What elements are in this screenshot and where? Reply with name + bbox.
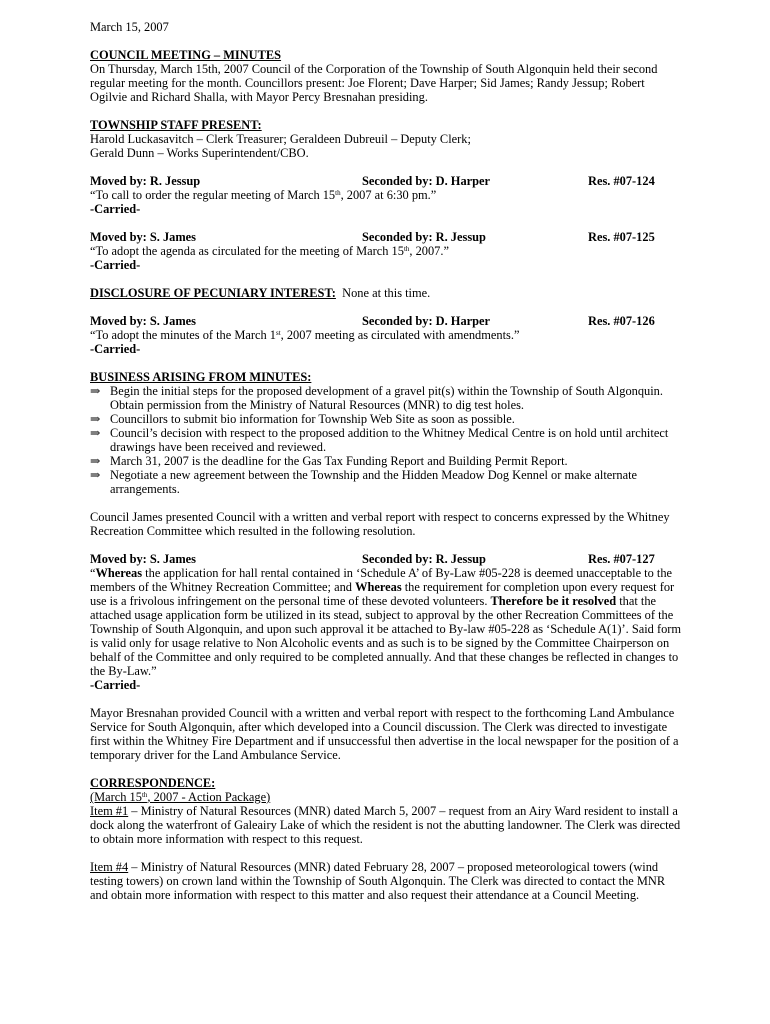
resolution-number: Res. #07-126: [588, 314, 655, 328]
business-item: ⇒ Council’s decision with respect to the proposed addition to the Whitney Medical Centre is on hold until architect drawings have been received and reviewed.: [90, 426, 669, 454]
motion-line: [90, 314, 682, 328]
motion-text: “To adopt the agenda as circulated for the meeting of March 15th, 2007.”: [90, 244, 449, 258]
arrow-bullet-icon: ⇒: [90, 454, 101, 468]
business-item: ⇒ March 31, 2007 is the deadline for the Gas Tax Funding Report and Building Permit Report.: [90, 454, 568, 468]
disclosure-line: [90, 286, 682, 300]
moved-by: Moved by: S. James: [90, 552, 197, 566]
moved-by: Moved by: S. James: [90, 314, 197, 328]
seconded-by: Seconded by: D. Harper: [362, 174, 491, 188]
carried-label: -Carried-: [90, 202, 141, 216]
meeting-intro-paragraph: On Thursday, March 15th, 2007 Council of the Corporation of the Township of South Algonquin held their second regular meeting for the month. Councillors present: Joe Florent; Dave Harper; Sid James; Randy Jessup; Robert Ogilvie and Richard Shalla, with Mayor Percy Bresnahan presiding.: [90, 62, 658, 104]
staff-line-1: Harold Luckasavitch – Clerk Treasurer; Geraldeen Dubreuil – Deputy Clerk;: [90, 132, 471, 146]
resolution-number: Res. #07-124: [588, 174, 655, 188]
mayor-report-paragraph: Mayor Bresnahan provided Council with a written and verbal report with respect to the forthcoming Land Ambulance Service for South Algonquin, after which developed into a Council discussion. The Clerk was directed to investigate first within the Whitney Fire Department and if unsuccessful then advertise in the local newspaper for the position of a temporary driver for the Land Ambulance Service.: [90, 706, 679, 762]
business-item: ⇒ Begin the initial steps for the proposed development of a gravel pit(s) within the Township of South Algonquin. Obtain permission from the Ministry of Natural Resources (MNR) to dig test holes.: [90, 384, 663, 412]
moved-by: Moved by: R. Jessup: [90, 174, 201, 188]
motion-line: [90, 174, 682, 188]
disclosure-heading: DISCLOSURE OF PECUNIARY INTEREST:: [90, 286, 336, 300]
motion-text: “To adopt the minutes of the March 1st, 2007 meeting as circulated with amendments.”: [90, 328, 520, 342]
staff-line-2: Gerald Dunn – Works Superintendent/CBO.: [90, 146, 309, 160]
motion-text: “To call to order the regular meeting of March 15th, 2007 at 6:30 pm.”: [90, 188, 437, 202]
meeting-heading: COUNCIL MEETING – MINUTES: [90, 48, 282, 62]
arrow-bullet-icon: ⇒: [90, 468, 101, 482]
motion-line: [90, 230, 682, 244]
correspondence-heading: CORRESPONDENCE:: [90, 776, 216, 790]
correspondence-item: Item #1 – Ministry of Natural Resources (MNR) dated March 5, 2007 – request from an Airy Ward resident to install a dock along the waterfront of Galeairy Lake of which the resident is not the abutting landowner. The Clerk was directed to obtain more information with respect to this request.: [90, 804, 681, 846]
document-date: March 15, 2007: [90, 20, 169, 34]
business-heading: BUSINESS ARISING FROM MINUTES:: [90, 370, 312, 384]
item-label: Item #1: [90, 804, 129, 818]
resolution-127-text: “Whereas the application for hall rental contained in ‘Schedule A’ of By-Law #05-228 is deemed unacceptable to the members of the Whitney Recreation Committee; and Whereas the requirement for completion upon every request for use is a frivolous infringement on the personal time of these devoted volunteers. Therefore be it resolved that the attached usage application form be utilized in its stead, subject to approval by the other Recreation Committees of the Township of South Algonquin, and upon such approval it be attached to By-law #05-228 as ‘Schedule A(1)’. Said form is valid only for usage relative to Non Alcoholic events and as such is to be signed by the Committee Chairperson on behalf of the Committee and only required to be completed annually. And that these changes be reflected in changes to the By-Law.”: [90, 566, 682, 678]
motion-line: [90, 552, 682, 566]
arrow-bullet-icon: ⇒: [90, 426, 101, 440]
business-item: ⇒ Councillors to submit bio information for Township Web Site as soon as possible.: [90, 412, 515, 426]
carried-label: -Carried-: [90, 342, 141, 356]
correspondence-item: Item #4 – Ministry of Natural Resources (MNR) dated February 28, 2007 – proposed meteorological towers (wind testing towers) on crown land within the Township of South Algonquin. The Clerk was directed to contact the MNR and obtain more information with respect to this matter and also request their attendance at a Council Meeting.: [90, 860, 666, 902]
minutes-page: [90, 20, 682, 902]
carried-label: -Carried-: [90, 678, 141, 692]
carried-label: -Carried-: [90, 258, 141, 272]
recreation-report-paragraph: Council James presented Council with a written and verbal report with respect to concerns expressed by the Whitney Recreation Committee which resulted in the following resolution.: [90, 510, 670, 538]
arrow-bullet-icon: ⇒: [90, 412, 101, 426]
staff-heading: TOWNSHIP STAFF PRESENT:: [90, 118, 262, 132]
item-label: Item #4: [90, 860, 129, 874]
arrow-bullet-icon: ⇒: [90, 384, 101, 398]
resolution-number: Res. #07-127: [588, 552, 655, 566]
resolution-number: Res. #07-125: [588, 230, 655, 244]
seconded-by: Seconded by: R. Jessup: [362, 552, 486, 566]
seconded-by: Seconded by: D. Harper: [362, 314, 491, 328]
correspondence-subheading: (March 15th, 2007 - Action Package): [90, 790, 271, 804]
business-item: ⇒ Negotiate a new agreement between the Township and the Hidden Meadow Dog Kennel or make alternate arrangements.: [90, 468, 638, 496]
seconded-by: Seconded by: R. Jessup: [362, 230, 486, 244]
disclosure-text: None at this time.: [342, 286, 431, 300]
moved-by: Moved by: S. James: [90, 230, 197, 244]
